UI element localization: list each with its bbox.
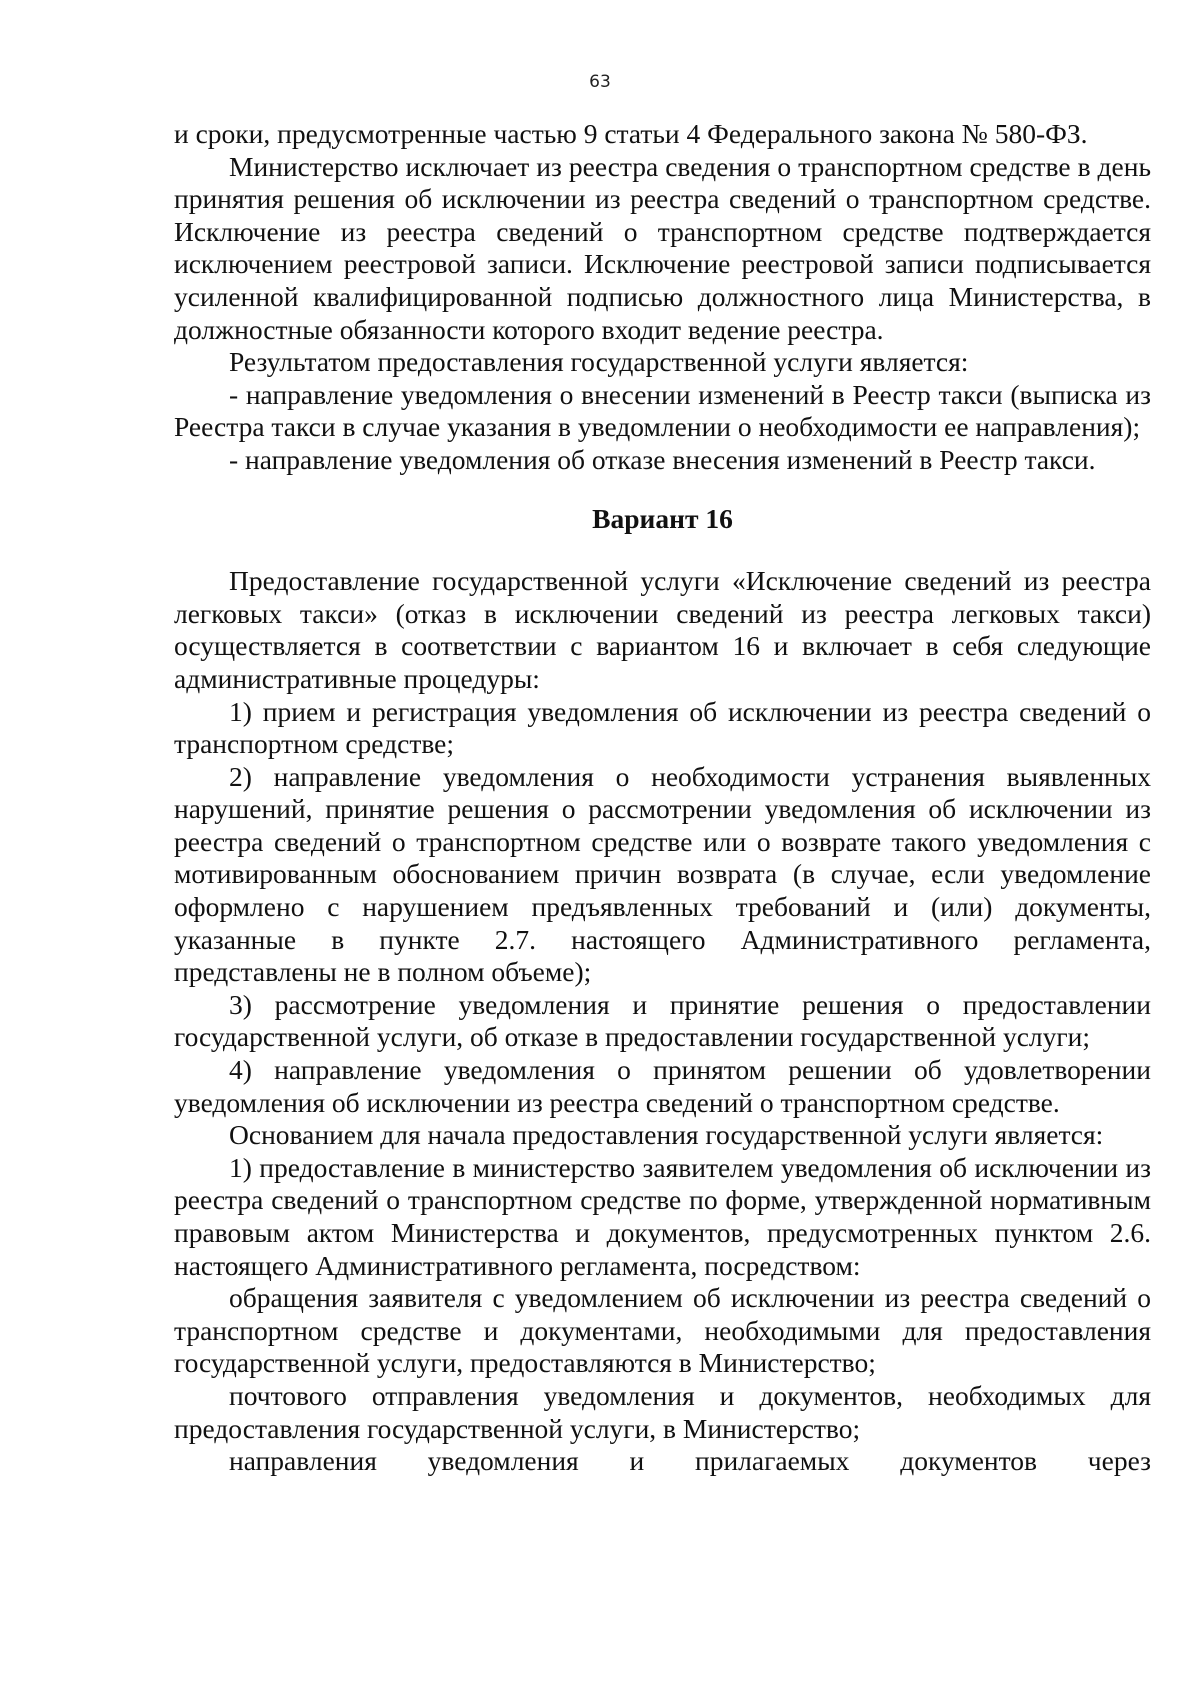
paragraph-variant-intro: Предоставление государственной услуги «Исключение сведений из реестра легковых такси» (отказ в исключении сведений из реестра легковых такси) осуществляется в соответствии с вариантом 16 и включает в себя следующие административные процедуры:: [174, 565, 1151, 694]
list-item-procedure-3: 3) рассмотрение уведомления и принятие решения о предоставлении государственной услуги, об отказе в предоставлении государственной услуги;: [174, 988, 1151, 1053]
list-item-grounds-1: 1) предоставление в министерство заявителем уведомления об исключении из реестра сведений о транспортном средстве по форме, утвержденной нормативным правовым актом Министерства и документов, предусмотренных пунктом 2.6. настоящего Административного регламента, посредством:: [174, 1151, 1151, 1281]
section-heading: Вариант 16: [592, 502, 733, 534]
document-body: [174, 118, 1151, 1478]
list-item-method-postal: почтового отправления уведомления и документов, необходимых для предоставления государственной услуги, в Министерство;: [174, 1379, 1151, 1444]
list-item-method-personal: обращения заявителя с уведомлением об исключении из реестра сведений о транспортном средстве и документами, необходимыми для предоставления государственной услуги, предоставляются в Министерство;: [174, 1282, 1151, 1379]
list-item-procedure-2: 2) направление уведомления о необходимости устранения выявленных нарушений, принятие решения о рассмотрении уведомления об исключении из реестра сведений о транспортном средстве или о возврате такого уведомления с мотивированным обоснованием причин возврата (в случае, если уведомление оформлено с нарушением предъявленных требований и (или) документы, указанные в пункте 2.7. настоящего Административного регламента, представлены не в полном объеме);: [174, 760, 1151, 988]
list-item-procedure-4: 4) направление уведомления о принятом решении об удовлетворении уведомления об исключении из реестра сведений о транспортном средстве.: [174, 1054, 1151, 1118]
list-item-procedure-1: 1) прием и регистрация уведомления об исключении из реестра сведений о транспортном средстве;: [174, 695, 1151, 760]
paragraph-grounds-intro: Основанием для начала предоставления государственной услуги является:: [229, 1119, 1104, 1151]
paragraph-continuation: и сроки, предусмотренные частью 9 статьи 4 Федерального закона № 580-ФЗ.: [174, 118, 1088, 149]
list-item-method-electronic: направления уведомления и прилагаемых документов через: [229, 1445, 1151, 1477]
list-item-result-changes: - направление уведомления о внесении изменений в Реестр такси (выписка из Реестра такси в случае указания в уведомлении о необходимости ее направления);: [174, 378, 1151, 443]
page-number: 63: [589, 72, 611, 92]
paragraph-registry-exclusion: Министерство исключает из реестра сведения о транспортном средстве в день принятия решения об исключении из реестра сведений о транспортном средстве. Исключение из реестра сведений о транспортном средстве подтверждается исключением реестровой записи. Исключение реестровой записи подписывается усиленной квалифицированной подписью должностного лица Министерства, в должностные обязанности которого входит ведение реестра.: [174, 150, 1151, 345]
list-item-result-refusal: - направление уведомления об отказе внесения изменений в Реестр такси.: [229, 443, 1096, 475]
paragraph-result-intro: Результатом предоставления государственной услуги является:: [229, 346, 969, 378]
